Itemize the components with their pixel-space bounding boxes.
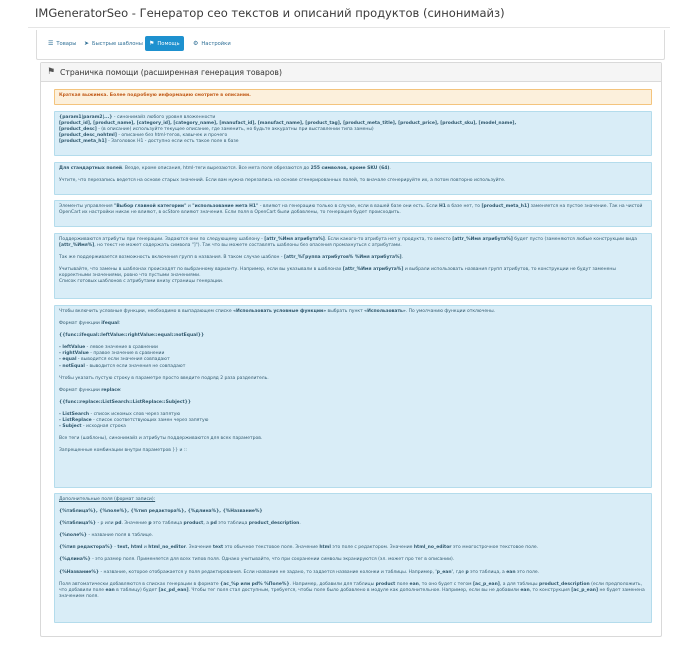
text: , а [203,521,211,527]
text: ean [520,587,530,593]
paragraph [59,582,647,600]
text: pd [210,521,217,527]
text: [ac_p_ean] [473,581,500,587]
text: - синонимайз любого уровня вложенности [112,115,216,120]
text: в базе нет, то [445,204,482,209]
paragraph: Чтобы указать пустую строку в параметре просто введите подряд 2 раза разделитель. [59,375,269,381]
text: - название поля в таблице. [86,533,154,539]
summary-alert [54,89,652,105]
tab-help[interactable] [145,36,184,51]
text: replace [101,387,120,393]
list-icon: ☰ [48,40,54,47]
text: это многострочное текстовое поле. [451,545,539,551]
text: и [186,204,193,209]
text: - notEqual [59,363,85,369]
text: {{func::ifequal::leftValue::rightValue::equal::notEqual}} [59,333,205,339]
text: . Везде, кроме описания, html-теги вырезаются. Все мета поля обрезаются до [122,166,311,171]
text: - выводится если значения совпадают [76,357,170,363]
text: это таблица, а [468,569,507,575]
text: и [142,545,149,551]
text: поле [395,581,410,587]
paragraph [59,267,647,279]
text: . [299,521,301,527]
summary-text: Краткая выжимка. Более подробную информацию смотрите в описании. [59,93,251,98]
code: [product_desc] [59,127,97,133]
text: ean [409,581,419,587]
text: [attr_%Имя атрибута%] [342,267,404,273]
text: Элементы управления [59,204,115,209]
text: - p или [96,521,115,527]
text: заменяется на пустое значение. Так на чистой OpenCart их настройки никак не влияют, в ocStore влияют значения. Если поля в OpenCart были добавлены, то генерация будет происходить. [59,204,643,216]
tab-products[interactable] [44,36,80,51]
text: - ListSearch [59,411,90,417]
text: ean [105,587,115,593]
standard-fields-block [54,162,652,195]
category-h1-block [54,200,652,227]
text: [attr_%Группа атрибутов% %Имя атрибута%] [283,255,402,261]
text: "Выбор главной категории" [114,204,187,209]
text: . Если какого-то атрибута нет у продукта, то вместо [324,237,453,242]
paragraph [59,204,647,216]
flag-icon: ⚑ [47,67,56,77]
text: : [118,321,121,327]
text: text, html [117,545,143,551]
text: «Использовать» [364,309,406,314]
text: {{func::replace::ListSearch::ListReplace::Subject}} [59,399,192,405]
text: - (в описание) используйте текущее описание, где заменить, но будьте аккуратны при выставлении типа замены) [96,127,374,133]
tab-label: Товары [56,40,77,47]
text: - rightValue [59,351,89,357]
text: 255 символов, кроме SKU (64) [310,166,390,171]
text: Поддерживаются атрибуты при генерации. Задаются они по следующему шаблону - [59,237,265,242]
text: [attr_%Имя атрибута%] [452,237,513,242]
text: - список соответствующих замен через запятую [91,418,209,424]
text: . Чтобы тег поля стал доступным, требуется, чтобы поле было добавлено в модуле как дополнительное. Например, если вы не добавили [188,587,521,593]
text: product [183,521,204,527]
text: , то конструкция [529,587,572,593]
code: [product_id], [product_name], [category_id], [category_name], [manufact_id], [manufact_name], [product_tag], [product_meta_title], [product_price], [product_sku], [model_name], [59,121,517,127]
text: - описание без html-тегов, кавычек и прочего [116,133,228,139]
text: Так же поддерживается возможность включения групп в названия. В таком случае шаблон - [59,255,284,261]
text: Чтобы включить условные функции, необходимо в выпадающем списке [59,309,234,314]
text: . По умолчанию функции отключены. [405,309,496,314]
text: [attr_%Имя%] [59,243,95,249]
text: . [389,166,391,171]
text: - Заголовок Н1 - доступно если есть такое поле в базе [106,139,239,145]
text: product [375,581,396,587]
tab-label: Быстрые шаблоны [92,40,143,47]
help-panel-header [41,63,661,82]
text: это поле. [515,569,540,575]
text: {%таблица%} [59,521,97,527]
tab-quick-templates[interactable] [80,36,147,51]
text: {%длина%} [59,557,91,563]
text: , где [452,569,466,575]
text: . Значение [185,545,213,551]
text: - выводится если значения не совпадают [84,363,186,369]
text: - исходная строка [81,424,126,430]
text: Поля автоматически добавляются в списках генерации в формате [59,581,221,587]
text: это поле с редактором. Значение [330,545,414,551]
text: {ac_%p или pd% %Поле%} [220,581,290,587]
tab-panel [36,30,665,60]
text: : [120,387,122,393]
send-icon: ➤ [84,40,90,47]
page-header [28,0,670,28]
text: [product_meta_h1] [481,204,530,209]
text: - leftValue [59,345,86,351]
text: H1 [438,204,446,209]
text: - список искомых слов через запятую [89,411,181,417]
paragraph: Запрещенные комбинации внутри параметров }} и :: [59,448,187,454]
text: p [465,569,469,575]
text: . Значение [121,521,149,527]
text: - Subject [59,424,82,430]
text: pd [114,521,122,527]
text: product_description [248,521,300,527]
text: Учитывайте, что замены в шаблонах происходят по выбранному варианту. Например, если вы указывали в шаблонах [59,267,343,273]
syntax-line [59,139,647,145]
text: , а для таблицы [499,581,540,587]
code: [product_meta_h1] [59,139,107,145]
text: - влияют на генерацию только в случае, если в вашей базе они есть. Если [258,204,439,209]
text: и выбрали использовать названия групп атрибутов, то конструкции не будут заменены корректными значениями, ровно что пустыми значениями. [59,267,616,279]
text: ifequal [101,321,119,327]
text: - название, которое отображается у поля редактирования. Если название не задано, то задается название колонки и таблицы. Например, [99,569,436,575]
text: "использование мета H1" [192,204,259,209]
text: Для стандартных полей [59,166,123,171]
flag-icon: ⚑ [149,40,155,47]
tab-label: Помощь [157,40,180,47]
text: это обычное текстовое поле. Значение [223,545,320,551]
help-title: Страничка помощи (расширенная генерация товаров) [60,68,282,77]
text: «Использовать условные функции» [233,309,327,314]
text: - это размер поля. Применяется для всех типов поля. Однако учитывайте, что при сохранении символы экранируются (эл. может про тег в описании). [90,557,455,563]
text: {%поле%} [59,533,87,539]
code: {param1|param2|...} [59,115,113,120]
text: html_no_editor [413,545,452,551]
gear-icon: ⚙ [193,40,199,47]
text: будет пусто (заменяются любые конструкции вида [512,237,637,242]
code: [product_desc_nohtml] [59,133,117,139]
paragraph: Список готовых шаблонов с атрибутами внизу страницы генерации. [59,279,224,285]
text: [ac_p_ean] [571,587,599,593]
text: [ac_pd_ean] [158,587,189,593]
text: ean [506,569,516,575]
text: Формат функции [59,321,102,327]
text: - equal [59,357,77,363]
text: {%тип редактора%} [59,545,113,551]
paragraph: Все теги (шаблоны), синонимайз и атрибуты поддерживаются для всех параметров. [59,436,263,442]
text: . Например, добавили для таблицы [289,581,376,587]
conditional-functions-block [54,305,652,488]
text: это таблица [151,521,184,527]
help-panel [40,62,662,637]
extra-fields-block [54,493,652,623]
text: html [319,545,331,551]
text: - левое значение в сравнении [85,345,158,351]
text: это таблица [216,521,249,527]
text: , то оно будет с тегом [418,581,473,587]
tab-settings[interactable] [189,36,235,51]
text: 'p_ean' [435,569,453,575]
syntax-block [54,111,652,156]
text: {%Название%} [59,569,100,575]
text: - правое значение в сравнении [88,351,165,357]
text: [attr_%Имя атрибута%] [264,237,325,242]
text: text [212,545,224,551]
text: - ListReplace [59,418,92,424]
text: в таблицу) будет [114,587,159,593]
paragraph: Учтите, что перезапись ведется на основе старых значений. Если вам нужна перезапись на основе сгенерированных полей, то вначале сгенерируйте их, а потом повторно используйте. [59,178,506,184]
text: {%таблица%}, {%поле%}, {%тип редактора%}, {%длина%}, {%Название%} [59,509,263,515]
text: (если предположить, что добавили поле [59,581,643,593]
text: , но текст не может содержать символа "]"). Так что вы можете составлять шаблоны без опасения промахнуться с атрибутами. [94,243,402,249]
attributes-block [54,233,652,299]
text: Формат функции [59,387,102,393]
page-title: IMGeneratorSeo - Генератор сео текстов и описаний продуктов (синонимайз) [35,6,505,20]
paragraph [59,237,647,249]
text: p [148,521,152,527]
text: product_description [539,581,590,587]
tab-label: Настройки [201,40,231,47]
text: выбрать пункт [326,309,365,314]
text: - [112,545,118,551]
text: не будет заменена значением поля. [59,587,645,599]
text: Дополнительные поля (формат записи): [59,497,156,502]
text: html_no_editor [148,545,186,551]
text: . [401,255,404,261]
